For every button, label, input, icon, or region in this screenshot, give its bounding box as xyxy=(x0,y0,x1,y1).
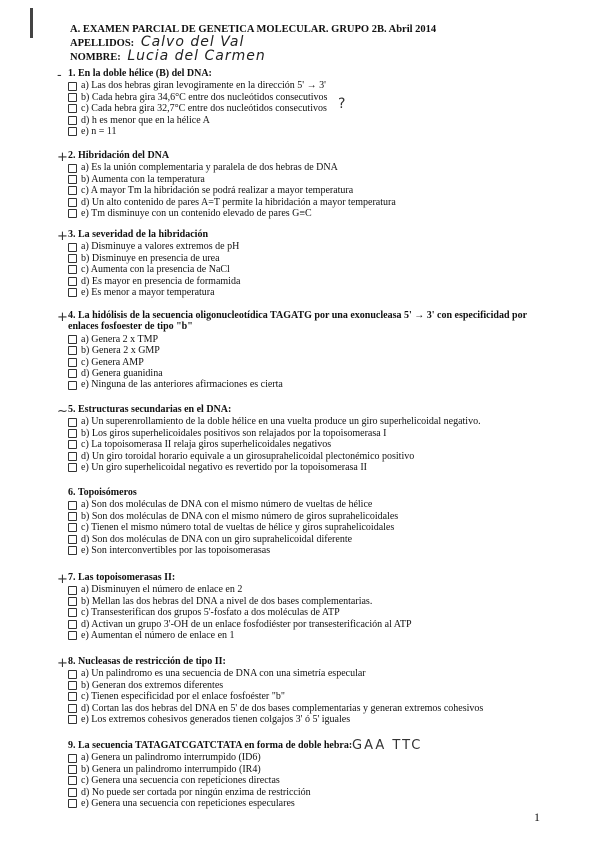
question-title: 3. La severidad de la hibridación xyxy=(68,229,209,240)
answer-option[interactable] xyxy=(68,522,528,533)
checkbox-icon[interactable] xyxy=(68,512,77,521)
checkbox-icon[interactable] xyxy=(68,346,77,355)
option-text: d) Genera guanidina xyxy=(81,368,163,380)
answer-option[interactable] xyxy=(68,752,528,763)
option-text: d) No puede ser cortada por ningún enzima de restricción xyxy=(81,786,311,798)
answer-option[interactable] xyxy=(68,428,528,439)
answer-option[interactable] xyxy=(68,619,528,630)
apellidos-label: APELLIDOS: xyxy=(70,38,135,49)
checkbox-icon[interactable] xyxy=(68,175,77,184)
nombre-label: NOMBRE: xyxy=(70,52,121,63)
checkbox-icon[interactable] xyxy=(68,597,77,606)
answer-option[interactable] xyxy=(68,379,528,390)
answer-option[interactable] xyxy=(68,334,528,345)
checkbox-icon[interactable] xyxy=(68,265,77,274)
page-number: 1 xyxy=(534,810,540,824)
option-text: b) Genera 2 x GMP xyxy=(81,345,160,357)
option-text: b) Genera un palindromo interrumpido (IR4) xyxy=(81,763,261,775)
checkbox-icon[interactable] xyxy=(68,501,77,510)
answer-option[interactable] xyxy=(68,276,528,287)
checkbox-icon[interactable] xyxy=(68,93,77,102)
answer-option[interactable] xyxy=(68,680,528,691)
checkbox-icon[interactable] xyxy=(68,620,77,629)
checkbox-icon[interactable] xyxy=(68,754,77,763)
checkbox-icon[interactable] xyxy=(68,765,77,774)
answer-option[interactable] xyxy=(68,264,528,275)
option-text: c) La topoisomerasa II relaja giros superhelicoidales negativos xyxy=(81,439,332,451)
option-text: c) A mayor Tm la hibridación se podrá realizar a mayor temperatura xyxy=(81,185,354,197)
option-text: e) Es menor a mayor temperatura xyxy=(81,287,215,299)
answer-option[interactable] xyxy=(68,584,528,595)
exam-title: A. EXAMEN PARCIAL DE GENETICA MOLECULAR. GRUPO 2B. Abril 2014 xyxy=(70,24,437,35)
exam-header xyxy=(70,24,436,64)
option-text: e) Aumentan el número de enlace en 1 xyxy=(81,630,235,642)
checkbox-icon[interactable] xyxy=(68,358,77,367)
option-text: c) Genera una secuencia con repeticiones directas xyxy=(81,775,280,787)
checkbox-icon[interactable] xyxy=(68,186,77,195)
question-title: 7. Las topoisomerasas II: xyxy=(68,572,176,583)
question-title: 9. La secuencia TATAGATCGATCTATA en forma de doble hebra: xyxy=(68,740,353,751)
checkbox-icon[interactable] xyxy=(68,546,77,555)
option-text: e) Tm disminuye con un contenido elevado de pares G≡C xyxy=(81,208,312,220)
answer-option[interactable] xyxy=(68,345,528,356)
option-text: e) Un giro superhelicoidal negativo es revertido por la topoisomerasa II xyxy=(81,462,368,474)
option-text: d) Es mayor en presencia de formamida xyxy=(81,275,241,287)
checkbox-icon[interactable] xyxy=(68,788,77,797)
grading-mark: ~ xyxy=(57,404,68,419)
checkbox-icon[interactable] xyxy=(68,608,77,617)
option-text: e) Los extremos cohesivos generados tienen colgajos 3' ó 5' iguales xyxy=(81,714,351,726)
answer-option[interactable] xyxy=(68,534,528,545)
option-text: d) Son dos moléculas de DNA con un giro suprahelicoidal diferente xyxy=(81,533,353,545)
answer-option[interactable] xyxy=(68,511,528,522)
answer-option[interactable] xyxy=(68,416,528,427)
checkbox-icon[interactable] xyxy=(68,243,77,252)
checkbox-icon[interactable] xyxy=(68,440,77,449)
grading-mark: + xyxy=(57,572,68,587)
option-text: e) Son interconvertibles por las topoisomerasas xyxy=(81,545,271,557)
option-text: e) n = 11 xyxy=(81,126,117,138)
answer-option[interactable] xyxy=(68,208,528,219)
option-text: b) Mellan las dos hebras del DNA a nivel de dos bases complementarias. xyxy=(81,595,373,607)
answer-option[interactable] xyxy=(68,357,528,368)
grading-mark: + xyxy=(57,150,68,165)
option-text: d) Activan un grupo 3'-OH de un enlace fosfodiéster por transesterificación al ATP xyxy=(81,618,412,630)
checkbox-icon[interactable] xyxy=(68,429,77,438)
option-text: b) Cada hebra gira 34,6°C entre dos nucleótidos consecutivos xyxy=(81,91,328,103)
option-text: a) Un palindromo es una secuencia de DNA con una simetría especular xyxy=(81,668,366,680)
question-title: 5. Estructuras secundarias en el DNA: xyxy=(68,404,232,415)
option-text: c) Transesterifican dos grupos 5'-fosfato a dos moléculas de ATP xyxy=(81,607,340,619)
answer-option[interactable] xyxy=(68,80,528,91)
question-4 xyxy=(68,310,528,391)
checkbox-icon[interactable] xyxy=(68,704,77,713)
answer-option[interactable] xyxy=(68,499,528,510)
question-title: 2. Hibridación del DNA xyxy=(68,150,170,161)
handwritten-sequence: GAA TTC xyxy=(352,738,423,753)
option-text: a) Genera 2 x TMP xyxy=(81,333,159,345)
checkbox-icon[interactable] xyxy=(68,776,77,785)
answer-option[interactable] xyxy=(68,174,528,185)
checkbox-icon[interactable] xyxy=(68,198,77,207)
option-text: e) Genera una secuencia con repeticiones especulares xyxy=(81,798,295,810)
option-text: a) Son dos moléculas de DNA con el mismo número de vueltas de hélice xyxy=(81,499,373,511)
checkbox-icon[interactable] xyxy=(68,799,77,808)
checkbox-icon[interactable] xyxy=(68,715,77,724)
option-text: a) Un superenrollamiento de la doble hélice en una vuelta produce un giro superhelicoidal negativo. xyxy=(81,416,481,428)
checkbox-icon[interactable] xyxy=(68,288,77,297)
question-title: 1. En la doble hélice (B) del DNA: xyxy=(68,68,212,79)
checkbox-icon[interactable] xyxy=(68,692,77,701)
answer-option[interactable] xyxy=(68,126,528,137)
answer-option[interactable] xyxy=(68,607,528,618)
question-mark-annotation: ? xyxy=(338,96,346,112)
option-text: d) Un giro toroidal horario equivale a un girosuprahelicoidal plectonémico positivo xyxy=(81,450,415,462)
question-9 xyxy=(68,740,528,809)
option-text: a) Disminuye a valores extremos de pH xyxy=(81,241,240,253)
pen-mark xyxy=(30,8,33,38)
checkbox-icon[interactable] xyxy=(68,535,77,544)
answer-option[interactable] xyxy=(68,668,528,679)
checkbox-icon[interactable] xyxy=(68,681,77,690)
checkbox-icon[interactable] xyxy=(68,586,77,595)
nombre-row xyxy=(70,50,436,64)
checkbox-icon[interactable] xyxy=(68,381,77,390)
option-text: a) Es la unión complementaria y paralela de dos hebras de DNA xyxy=(81,162,338,174)
grading-mark: + xyxy=(57,310,68,325)
option-text: c) Cada hebra gira 32,7°C entre dos nucleótidos consecutivos xyxy=(81,103,327,115)
answer-option[interactable] xyxy=(68,798,528,809)
answer-option[interactable] xyxy=(68,185,528,196)
checkbox-icon[interactable] xyxy=(68,631,77,640)
option-text: c) Tienen especificidad por el enlace fosfoéster "b" xyxy=(81,691,285,703)
answer-option[interactable] xyxy=(68,115,528,126)
answer-option[interactable] xyxy=(68,162,528,173)
question-title: 6. Topoisómeros xyxy=(68,487,137,498)
question-6 xyxy=(68,487,528,556)
checkbox-icon[interactable] xyxy=(68,418,77,427)
answer-option[interactable] xyxy=(68,253,528,264)
option-text: b) Son dos moléculas de DNA con el mismo número de giros suprahelicoidales xyxy=(81,510,399,522)
answer-option[interactable] xyxy=(68,197,528,208)
question-2 xyxy=(68,150,528,219)
checkbox-icon[interactable] xyxy=(68,369,77,378)
option-text: d) h es menor que en la hélice A xyxy=(81,114,210,126)
option-text: a) Disminuyen el número de enlace en 2 xyxy=(81,584,243,596)
answer-option[interactable] xyxy=(68,545,528,556)
checkbox-icon[interactable] xyxy=(68,335,77,344)
option-text: a) Genera un palindromo interrumpido (ID6) xyxy=(81,752,261,764)
answer-option[interactable] xyxy=(68,691,528,702)
checkbox-icon[interactable] xyxy=(68,523,77,532)
option-text: b) Generan dos extremos diferentes xyxy=(81,679,224,691)
answer-option[interactable] xyxy=(68,439,528,450)
question-7 xyxy=(68,572,528,641)
checkbox-icon[interactable] xyxy=(68,82,77,91)
checkbox-icon[interactable] xyxy=(68,254,77,263)
checkbox-icon[interactable] xyxy=(68,452,77,461)
option-text: b) Disminuye en presencia de urea xyxy=(81,252,220,264)
answer-option[interactable] xyxy=(68,462,528,473)
answer-option[interactable] xyxy=(68,596,528,607)
nombre-value: Lucia del Carmen xyxy=(127,48,266,64)
grading-mark: - xyxy=(57,68,62,83)
option-text: a) Las dos hebras giran levogiramente en la dirección 5' → 3' xyxy=(81,80,326,92)
answer-option[interactable] xyxy=(68,630,528,641)
question-5 xyxy=(68,404,528,473)
checkbox-icon[interactable] xyxy=(68,164,77,173)
answer-option[interactable] xyxy=(68,764,528,775)
question-title: 8. Nucleasas de restricción de tipo II: xyxy=(68,656,226,667)
checkbox-icon[interactable] xyxy=(68,209,77,218)
checkbox-icon[interactable] xyxy=(68,463,77,472)
option-text: b) Los giros superhelicoidales positivos son relajados por la topoisomerasa I xyxy=(81,427,387,439)
grading-mark: + xyxy=(57,229,68,244)
answer-option[interactable] xyxy=(68,287,528,298)
option-text: b) Aumenta con la temperatura xyxy=(81,173,205,185)
option-text: c) Genera AMP xyxy=(81,356,144,368)
checkbox-icon[interactable] xyxy=(68,277,77,286)
apellidos-value: Calvo del Val xyxy=(140,34,245,50)
option-text: e) Ninguna de las anteriores afirmaciones es cierta xyxy=(81,379,283,391)
checkbox-icon[interactable] xyxy=(68,116,77,125)
answer-option[interactable] xyxy=(68,787,528,798)
option-text: c) Aumenta con la presencia de NaCl xyxy=(81,264,230,276)
checkbox-icon[interactable] xyxy=(68,670,77,679)
question-1 xyxy=(68,68,528,137)
grading-mark: + xyxy=(57,656,68,671)
answer-option[interactable] xyxy=(68,368,528,379)
answer-option[interactable] xyxy=(68,241,528,252)
answer-option[interactable] xyxy=(68,703,528,714)
option-text: d) Un alto contenido de pares A=T permite la hibridación a mayor temperatura xyxy=(81,196,396,208)
checkbox-icon[interactable] xyxy=(68,104,77,113)
answer-option[interactable] xyxy=(68,775,528,786)
option-text: d) Cortan las dos hebras del DNA en 5' de dos bases complementarias y generan extremos cohesivos xyxy=(81,702,484,714)
question-title: 4. La hidólisis de la secuencia oligonucleotídica TAGATG por una exonucleasa 5' → 3' con especificidad por enlaces fosfoester de tipo "b" xyxy=(68,310,527,333)
checkbox-icon[interactable] xyxy=(68,127,77,136)
question-3 xyxy=(68,229,528,298)
answer-option[interactable] xyxy=(68,103,528,114)
question-8 xyxy=(68,656,528,725)
answer-option[interactable] xyxy=(68,92,528,103)
answer-option[interactable] xyxy=(68,451,528,462)
answer-option[interactable] xyxy=(68,714,528,725)
option-text: c) Tienen el mismo número total de vueltas de hélice y giros suprahelicoidales xyxy=(81,522,395,534)
